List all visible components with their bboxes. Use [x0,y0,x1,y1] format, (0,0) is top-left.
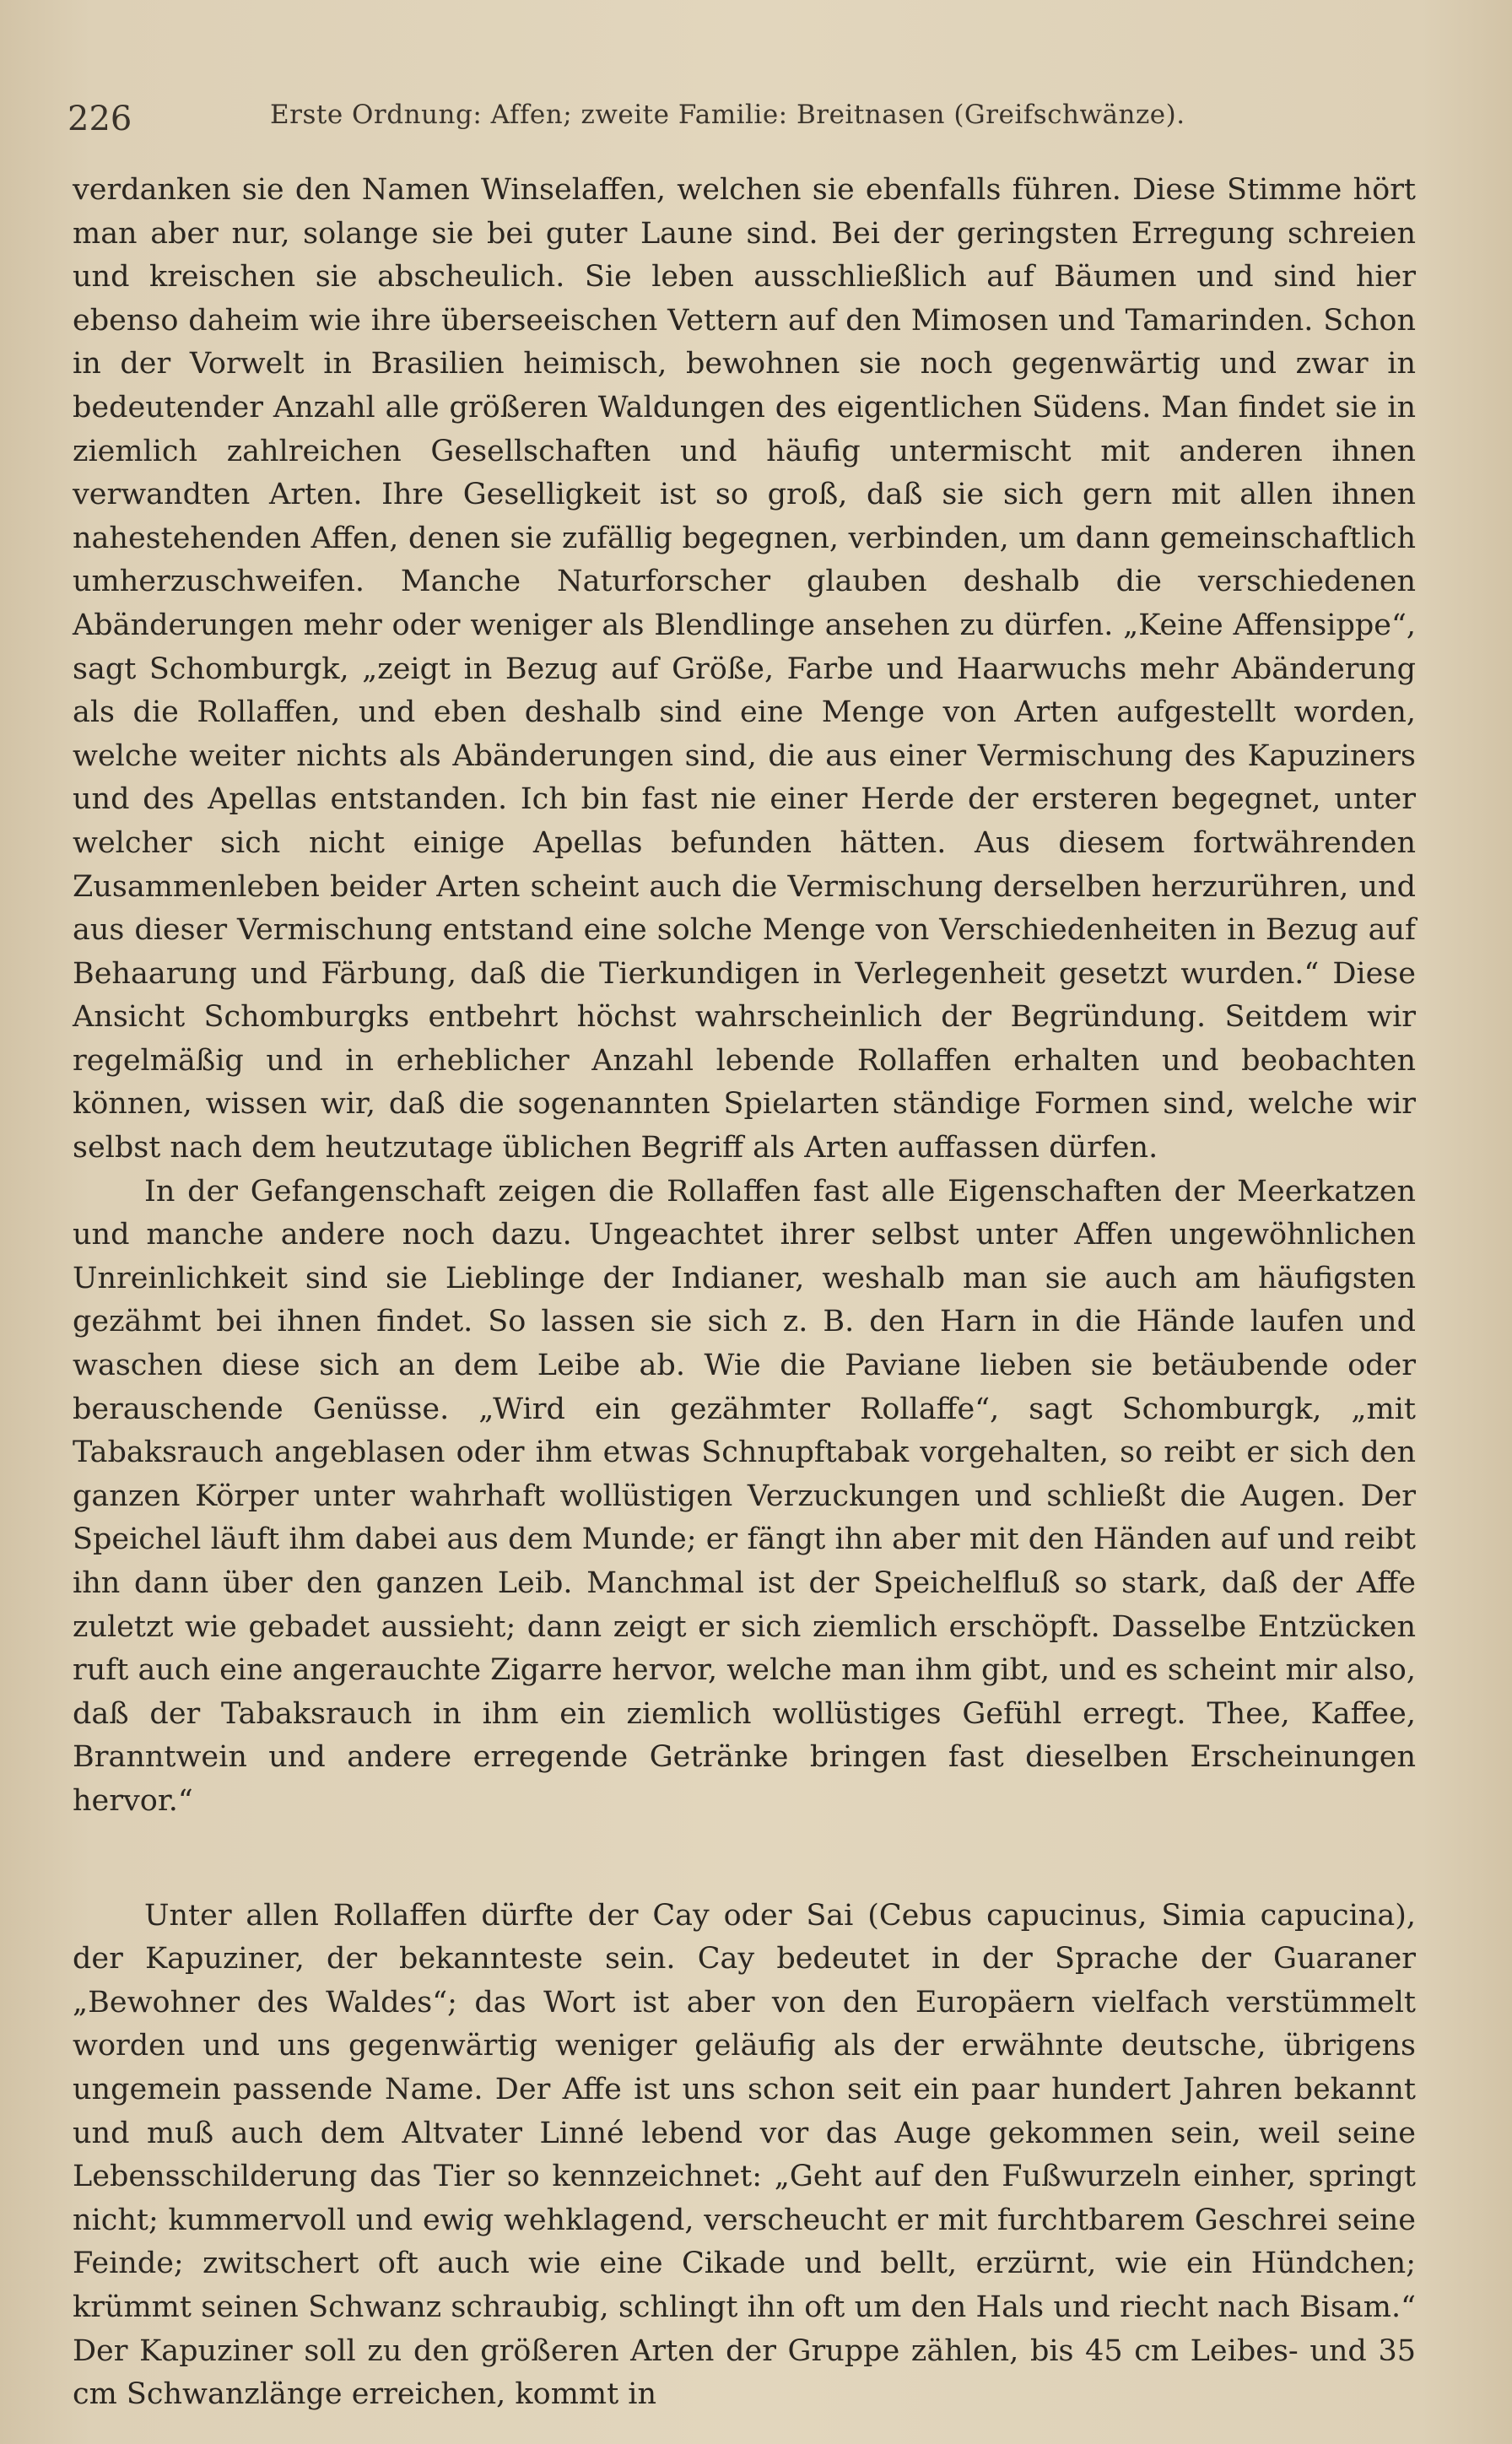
running-title: Erste Ordnung: Affen; zweite Familie: Breitnasen (Greifschwänze). [270,100,1185,130]
paragraph-3: Unter allen Rollaffen dürfte der Cay oder Sai (Cebus capucinus, Simia capucina), der Kapuziner, der bekannteste sein. Cay bedeutet in der Sprache der Guaraner „Bewohner des Waldes“; das Wort ist aber von den Europäern vielfach verstümmelt worden und uns gegenwärtig weniger geläufig als der erwähnte deutsche, übrigens ungemein passende Name. Der Affe ist uns schon seit ein paar hundert Jahren bekannt und muß auch dem Altvater Linné lebend vor das Auge gekommen sein, weil seine Lebensschilderung das Tier so kennzeichnet: „Geht auf den Fußwurzeln einher, springt nicht; kummervoll und ewig wehklagend, verscheucht er mit furchtbarem Geschrei seine Feinde; zwitschert oft auch wie eine Cikade und bellt, erzürnt, wie ein Hündchen; krümmt seinen Schwanz schraubig, schlingt ihn oft um den Hals und riecht nach Bisam.“ Der Kapuziner soll zu den größeren Arten der Gruppe zählen, bis 45 cm Leibes- und 35 cm Schwanzlänge erreichen, kommt in [73,1898,1416,2412]
body-text [73,169,1416,2417]
paragraph-1: verdanken sie den Namen Winselaffen, welchen sie ebenfalls führen. Diese Stimme hört man aber nur, solange sie bei guter Laune sind. Bei der geringsten Erregung schreien und kreischen sie abscheulich. Sie leben ausschließlich auf Bäumen und sind hier ebenso daheim wie ihre überseeischen Vettern auf den Mimosen und Tamarinden. Schon in der Vorwelt in Brasilien heimisch, bewohnen sie noch gegenwärtig und zwar in bedeutender Anzahl alle größeren Waldungen des eigentlichen Südens. Man findet sie in ziemlich zahlreichen Gesellschaften und häufig untermischt mit anderen ihnen verwandten Arten. Ihre Geselligkeit ist so groß, daß sie sich gern mit allen ihnen nahestehenden Affen, denen sie zufällig begegnen, verbinden, um dann gemeinschaftlich umherzuschweifen. Manche Naturforscher glauben deshalb die verschiedenen Abänderungen mehr oder weniger als Blendlinge ansehen zu dürfen. „Keine Affensippe“, sagt Schomburgk, „zeigt in Bezug auf Größe, Farbe und Haarwuchs mehr Abänderung als die Rollaffen, und eben deshalb sind eine Menge von Arten aufgestellt worden, welche weiter nichts als Abänderungen sind, die aus einer Vermischung des Kapuziners und des Apellas entstanden. Ich bin fast nie einer Herde der ersteren begegnet, unter welcher sich nicht einige Apellas befunden hätten. Aus diesem fortwährenden Zusammenleben beider Arten scheint auch die Vermischung derselben herzurühren, und aus dieser Vermischung entstand eine solche Menge von Verschiedenheiten in Bezug auf Behaarung und Färbung, daß die Tierkundigen in Verlegenheit gesetzt wurden.“ Diese Ansicht Schomburgks entbehrt höchst wahrscheinlich der Begründung. Seitdem wir regelmäßig und in erheblicher Anzahl lebende Rollaffen erhalten und beobachten können, wissen wir, daß die sogenannten Spielarten ständige Formen sind, welche wir selbst nach dem heutzutage üblichen Begriff als Arten auffassen dürfen. [73,173,1416,1165]
page-header [68,100,1418,150]
page-number: 226 [68,100,132,138]
paragraph-2: In der Gefangenschaft zeigen die Rollaffen fast alle Eigenschaften der Meerkatzen und manche andere noch dazu. Ungeachtet ihrer selbst unter Affen ungewöhnlichen Unreinlichkeit sind sie Lieblinge der Indianer, weshalb man sie auch am häufigsten gezähmt bei ihnen findet. So lassen sie sich z. B. den Harn in die Hände laufen und waschen diese sich an dem Leibe ab. Wie die Paviane lieben sie betäubende oder berauschende Genüsse. „Wird ein gezähmter Rollaffe“, sagt Schomburgk, „mit Tabaksrauch angeblasen oder ihm etwas Schnupftabak vorgehalten, so reibt er sich den ganzen Körper unter wahrhaft wollüstigen Verzuckungen und schließt die Augen. Der Speichel läuft ihm dabei aus dem Munde; er fängt ihn aber mit den Händen auf und reibt ihn dann über den ganzen Leib. Manchmal ist der Speichelfluß so stark, daß der Affe zuletzt wie gebadet aussieht; dann zeigt er sich ziemlich erschöpft. Dasselbe Entzücken ruft auch eine angerauchte Zigarre hervor, welche man ihm gibt, und es scheint mir also, daß der Tabaksrauch in ihm ein ziemlich wollüstiges Gefühl erregt. Thee, Kaffee, Branntwein und andere erregende Getränke bringen fast dieselben Erscheinungen hervor.“ [73,1174,1416,1818]
